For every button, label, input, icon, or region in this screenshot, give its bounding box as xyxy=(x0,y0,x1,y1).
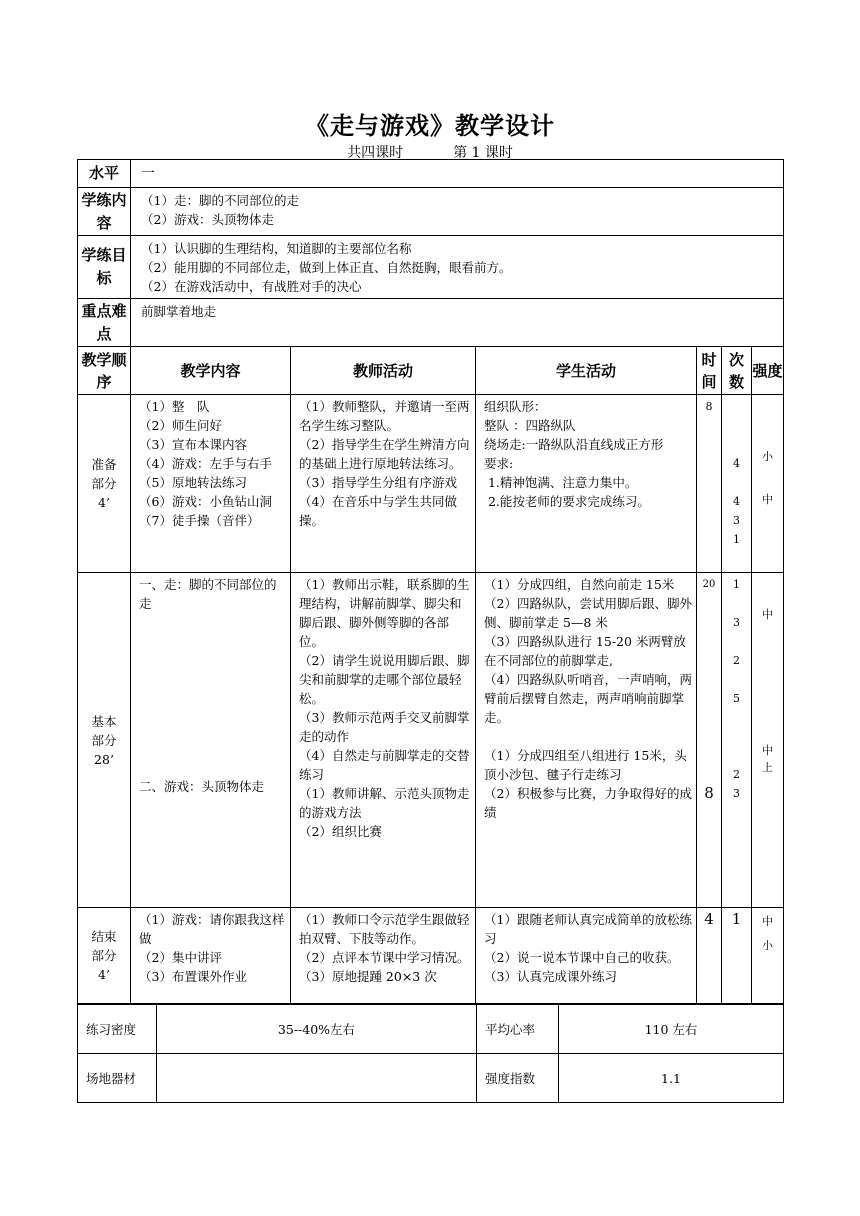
list-item: （7）徒手操（音伴） xyxy=(139,513,260,528)
key-label: 重点难点 xyxy=(78,299,131,347)
time-value: 8 xyxy=(705,400,713,413)
count-value: 5 xyxy=(733,692,740,705)
key-value: 前脚掌着地走 xyxy=(131,299,784,347)
total-lessons: 共四课时 xyxy=(347,145,404,161)
end-time xyxy=(697,908,722,1004)
heart-rate-label: 平均心率 xyxy=(477,1005,559,1054)
list-item: （3）认真完成课外练习 xyxy=(484,969,617,984)
list-item: （1）跟随老师认真完成简单的放松练习 xyxy=(484,912,692,946)
basic-row xyxy=(78,573,784,908)
section-duration: 4’ xyxy=(98,495,110,510)
content-item: （2）游戏：头顶物体走 xyxy=(141,212,274,227)
list-item: （2）请学生说说用脚后跟、脚尖和前脚掌的走哪个部位最轻松。 xyxy=(299,653,470,706)
lesson-plan-table xyxy=(77,159,784,1004)
section-duration: 28’ xyxy=(94,751,114,767)
goals-label: 学练目标 xyxy=(78,236,131,299)
current-lesson: 第 1 课时 xyxy=(453,145,513,161)
list-item: （1）教师出示鞋，联系脚的生理结构，讲解前脚掌、脚尖和脚后跟、脚外侧等脚的各部位。 xyxy=(299,577,470,649)
list-item: （1）教师整队，并邀请一至两名学生练习整队。 xyxy=(299,399,470,433)
level-row xyxy=(78,160,784,188)
list-item: 一、走：脚的不同部位的走 xyxy=(139,577,277,611)
list-item: （3）四路纵队进行 15-20 米两臂放在不同部位的前脚掌走, xyxy=(484,634,686,668)
time-value: 4 xyxy=(704,910,714,928)
end-row xyxy=(78,908,784,1004)
heart-rate-value: 110 左右 xyxy=(559,1005,784,1054)
count-value: 3 xyxy=(733,514,740,527)
list-item: （1）教师口令示范学生跟做轻拍双臂、下肢等动作。 xyxy=(299,912,470,946)
strength-value: 小 xyxy=(762,450,774,463)
col-content: 教学内容 xyxy=(131,347,291,395)
basic-content xyxy=(131,573,291,908)
end-student xyxy=(476,908,697,1004)
equipment-row xyxy=(78,1054,784,1103)
count-value: 2 xyxy=(733,768,740,781)
list-item: （2）组织比赛 xyxy=(299,824,382,839)
list-item: 1.精神饱满、注意力集中。 xyxy=(484,475,638,490)
content-row xyxy=(78,188,784,236)
time-value: 8 xyxy=(704,784,714,802)
goal-item: （2）在游戏活动中，有战胜对手的决心 xyxy=(141,279,362,294)
count-value: 3 xyxy=(733,787,740,800)
list-item: （2）师生问好 xyxy=(139,418,222,433)
list-item: 组织队形： xyxy=(484,399,547,414)
list-item: （2）集中讲评 xyxy=(139,950,222,965)
content-label: 学练内容 xyxy=(78,188,131,236)
equipment-value xyxy=(157,1054,477,1103)
end-teacher xyxy=(291,908,476,1004)
goals-row xyxy=(78,236,784,299)
list-item: （4）在音乐中与学生共同做操。 xyxy=(299,494,457,528)
list-item: （4）四路纵队听哨音，一声哨响，两臂前后摆臂自然走，两声哨响前脚掌走。 xyxy=(484,672,692,725)
prep-strength xyxy=(752,395,784,573)
goals-items xyxy=(131,236,784,299)
list-item: （3）教师示范两手交叉前脚掌走的动作 xyxy=(299,710,470,744)
list-item: （3）指导学生分组有序游戏 xyxy=(299,475,457,490)
time-value: 20 xyxy=(702,579,716,590)
document-title: 《走与游戏》教学设计 xyxy=(305,112,555,140)
basic-section xyxy=(78,573,131,908)
density-label: 练习密度 xyxy=(78,1005,157,1054)
list-item: （3）原地提踵 20×3 次 xyxy=(299,969,437,984)
prep-counts xyxy=(722,395,752,573)
section-label: 准备 xyxy=(91,457,117,472)
prep-student xyxy=(476,395,697,573)
list-item: （2）四路纵队，尝试用脚后跟、脚外侧、脚前掌走 5—8 米 xyxy=(484,596,692,630)
section-duration: 4’ xyxy=(98,967,110,982)
section-label: 部分 xyxy=(91,732,117,748)
basic-teacher xyxy=(291,573,476,908)
count-value: 1 xyxy=(733,578,740,591)
density-value: 35--40%左右 xyxy=(157,1005,477,1054)
column-header-row xyxy=(78,347,784,395)
intensity-index-label: 强度指数 xyxy=(477,1054,559,1103)
intensity-index-value: 1.1 xyxy=(559,1054,784,1103)
list-item: （6）游戏：小鱼钻山洞 xyxy=(139,494,272,509)
end-count xyxy=(722,908,752,1004)
list-item: （1）整 队 xyxy=(139,399,210,414)
list-item: （2）点评本节课中学习情况。 xyxy=(299,950,470,965)
count-value: 4 xyxy=(733,495,740,508)
level-value: 一 xyxy=(131,160,784,188)
end-content xyxy=(131,908,291,1004)
goal-item: （2）能用脚的不同部位走，做到上体正直、自然挺胸，眼看前方。 xyxy=(141,260,512,275)
count-value: 4 xyxy=(733,457,740,470)
prep-section xyxy=(78,395,131,573)
list-item: （1）教师讲解、示范头顶物走的游戏方法 xyxy=(299,786,470,820)
list-item: 绕场走:一路纵队沿直线成正方形 xyxy=(484,437,664,452)
goal-item: （1）认识脚的生理结构，知道脚的主要部位名称 xyxy=(141,241,412,256)
list-item: （1）分成四组，自然向前走 15米 xyxy=(484,577,675,592)
list-item: 整队 ：四路纵队 xyxy=(484,418,576,433)
strength-value: 中 xyxy=(762,608,774,621)
list-item: 二、游戏：头顶物体走 xyxy=(139,779,265,794)
section-label: 结束 xyxy=(91,929,117,944)
section-label: 基本 xyxy=(91,713,117,729)
list-item: （1）游戏：请你跟我这样做 xyxy=(139,912,285,946)
end-section xyxy=(78,908,131,1004)
prep-time xyxy=(697,395,722,573)
key-row xyxy=(78,299,784,347)
strength-value: 中上 xyxy=(762,744,774,774)
summary-table xyxy=(77,1004,784,1103)
col-student: 学生活动 xyxy=(476,347,697,395)
content-item: （1）走：脚的不同部位的走 xyxy=(141,193,299,208)
level-label: 水平 xyxy=(78,160,131,188)
list-item: 2.能按老师的要求完成练习。 xyxy=(484,494,650,509)
list-item: （1）分成四组至八组进行 15米，头顶小沙包、毽子行走练习 xyxy=(484,748,687,782)
basic-time xyxy=(697,573,722,908)
basic-strength xyxy=(752,573,784,908)
density-row xyxy=(78,1005,784,1054)
list-item: （2）指导学生在学生辨清方向的基础上进行原地转法练习。 xyxy=(299,437,470,471)
list-item: （2）说一说本节课中自己的收获。 xyxy=(484,950,680,965)
strength-value: 中 xyxy=(762,915,774,928)
prep-teacher xyxy=(291,395,476,573)
count-value: 2 xyxy=(733,654,740,667)
count-value: 1 xyxy=(731,910,742,928)
content-items xyxy=(131,188,784,236)
basic-student xyxy=(476,573,697,908)
list-item: （3）宣布本课内容 xyxy=(139,437,247,452)
end-strength xyxy=(752,908,784,1004)
list-item: （5）原地转法练习 xyxy=(139,475,247,490)
list-item: （3）布置课外作业 xyxy=(139,969,247,984)
col-strength: 强度 xyxy=(752,347,784,395)
count-value: 3 xyxy=(733,616,740,629)
prep-row xyxy=(78,395,784,573)
basic-counts xyxy=(722,573,752,908)
col-teacher: 教师活动 xyxy=(291,347,476,395)
col-time: 时间 xyxy=(697,347,722,395)
list-item: （2）积极参与比赛，力争取得好的成绩 xyxy=(484,786,692,820)
col-count: 次数 xyxy=(722,347,752,395)
list-item: （4）游戏：左手与右手 xyxy=(139,456,272,471)
list-item: （4）自然走与前脚掌走的交替练习 xyxy=(299,748,470,782)
col-order: 教学顺序 xyxy=(78,347,131,395)
count-value: 1 xyxy=(733,533,740,546)
list-item: 要求: xyxy=(484,456,514,471)
strength-value: 中 xyxy=(762,493,774,506)
section-label: 部分 xyxy=(91,476,117,491)
strength-value: 小 xyxy=(762,939,774,952)
equipment-label: 场地器材 xyxy=(78,1054,157,1103)
section-label: 部分 xyxy=(91,948,117,963)
prep-content xyxy=(131,395,291,573)
